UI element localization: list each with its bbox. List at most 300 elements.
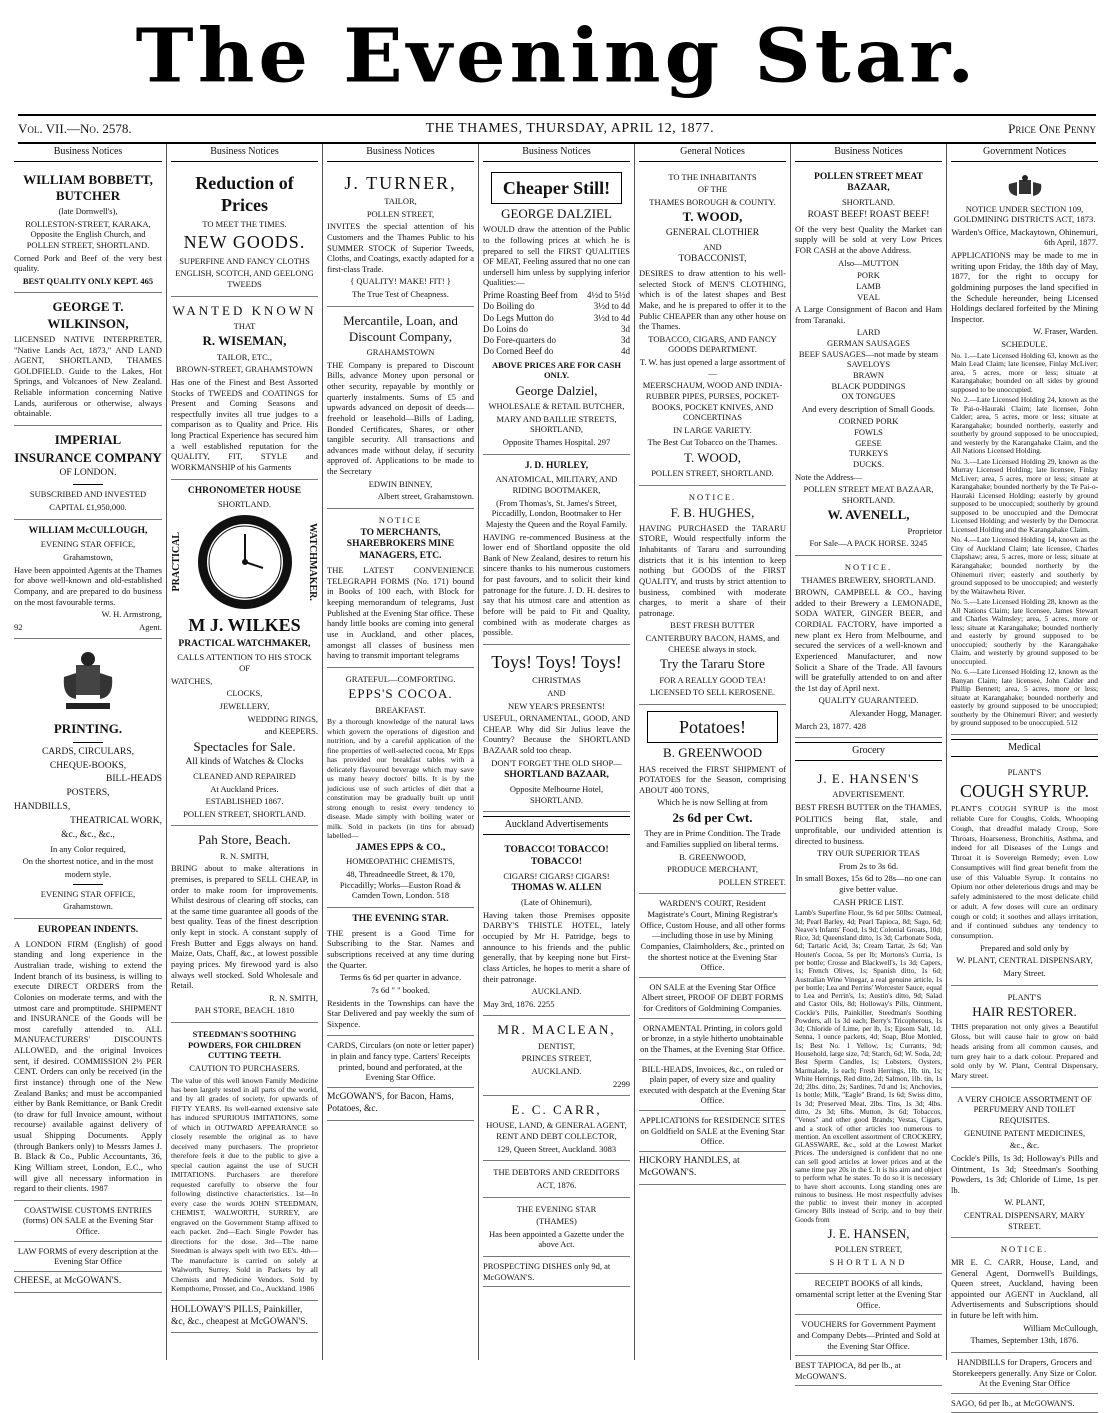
ad-steedman	[171, 1023, 318, 1301]
ad-line: They are in Prime Condition. The Trade and Families supplied on liberal terms.	[644, 828, 781, 849]
ad-line: HANDBILLS,	[14, 802, 71, 813]
section-heading: Grocery	[795, 742, 942, 761]
ad-line: AND	[703, 241, 722, 252]
ad-line: QUALITY GUARANTEED.	[818, 695, 919, 706]
ad-hughes	[639, 486, 786, 705]
price-row	[483, 335, 630, 346]
ad-line: IN LARGE VARIETY.	[673, 424, 752, 435]
ad-line: HOUSE, LAND, & GENERAL AGENT, RENT AND DEBT COLLECTOR,	[486, 1120, 627, 1141]
schedule-item: No. 5.—Late Licensed Holding 28, known as the All Nations Claim; late licensee, James Stewart and Charles Walmsley; area, 5 acres, more or less; situate at Karangahake; bounded northerly and easterly by ground supposed to be unoccupied; southerly by the Karangahake Claim, and westerly by ground supposed to be unoccupied.	[951, 597, 1098, 666]
ad-line: JEWELLERY,	[219, 700, 270, 711]
ad-address: 129, Queen Street, Auckland. 3083	[496, 1143, 617, 1154]
ad-line: NOTICE	[378, 514, 423, 525]
ad-headline: Spectacles for Sale.	[193, 738, 296, 754]
ad-line: And every description of Small Goods.	[801, 403, 936, 414]
ad-line: SHORTLAND.	[841, 197, 896, 208]
ad-title: CHRONOMETER HOUSE	[187, 485, 302, 496]
ad-body: A LONDON FIRM (English) of good standing and long experience in the Australian trade, wishing to extend the Indent branch of its business, is willing to execute DIRECT ORDERS from the Colonies on moderate terms, and with the utmost care and promptitude. SHIPMENT and INSURANCE of the Goods will be most carefully attended to. ALL MANUFACTURERS' DISCOUNTS ALLOWED, and the original Invoices sent, if desired. COMMISSION 2½ PER CENT. Orders can only be received (in the first instance) through one of the New Zealand Banks; and must be accompanied either by Bank Remittance, or Bank Credit (to draw for full Invoice amount, without recourse) available against delivery of usual Shipping Documents. Apply (through Bankers only) to Messrs James J. B. Black & Co., Public Accountants, 36, King William street, London, E.C., who will give all necessary information in regard to their clients. 1987	[14, 938, 162, 1194]
ad-number: 2299	[613, 1078, 630, 1089]
ad-pah-store	[171, 826, 318, 1023]
ad-title: Cheaper Still!	[502, 177, 611, 198]
ad-body: LICENSED NATIVE INTERPRETER, "Native Lands Act, 1873," AND LAND AGENT, SHORTLAND, THAMES GOLDFIELD. Guide to the Lakes, Hot Springs, and Volcanoes of New Zealand. Reliable information concerning Native Lands, auriferous or otherwise, always obtainable.	[14, 333, 162, 419]
ad-line: OF THE	[697, 184, 728, 195]
ad-body: Having taken those Premises opposite DARBY'S THISTLE HOTEL, lately occupied by Mr H. Patridge, begs to announce to his friends and the public generally, that by keeping none but First-class Articles, he hopes to merit a share of their patronage.	[483, 909, 630, 984]
ad-body: WOULD draw the attention of the Public to the following prices at which he is prepared to sell the FIRST QUALITIES OF MEAT, Feeling assured that no one can undersell him unless by supplying inferior Qualities:—	[483, 224, 630, 288]
ad-reduction	[171, 166, 318, 297]
ad-body: INVITES the special attention of his Customers and the Thames Public to his SUMMER STOCK of Superior Tweeds, Cloths, and Coatings, exactly adapted for a first-class Trade.	[327, 221, 474, 274]
ad-address: PRINCES STREET,	[521, 1053, 592, 1064]
ad-onsale: ON SALE at the Evening Star Office Albert street, PROOF OF DEBT FORMS for Creditors of Goldmining Companies.	[639, 978, 786, 1019]
ad-bobbett	[14, 166, 162, 294]
column-heading: Business Notices	[327, 144, 474, 162]
list-item: SAVELOYS	[846, 359, 891, 370]
ad-date: May 3rd, 1876. 2255	[483, 998, 555, 1009]
list-item: OX TONGUES	[841, 391, 896, 402]
price-row	[483, 346, 630, 357]
ad-title: PRINTING.	[53, 721, 123, 737]
ad-tag: BEST QUALITY ONLY KEPT. 465	[22, 275, 154, 286]
price-list	[483, 290, 630, 358]
list-item: DUCKS.	[853, 458, 884, 469]
ad-tapioca: BEST TAPIOCA, 8d per lb., at McGOWAN'S.	[795, 1356, 942, 1386]
ad-line: INSURANCE COMPANY	[14, 450, 162, 466]
ad-line: AUCKLAND.	[531, 986, 582, 997]
price-value: 3d	[621, 335, 630, 345]
ad-title: HAIR RESTORER.	[972, 1004, 1077, 1020]
section-heading: Medical	[951, 739, 1098, 758]
ad-line: Also—MUTTON	[838, 257, 899, 268]
ad-body: THE Company is prepared to Discount Bills, advance Money upon personal or other security, repayable by monthly or quarterly instalments. Sums of £5 and upwards advanced on deposit of deeds—freehold or leasehold—Bills of Lading, Bonded Certificates, Shares, or other tangible security. All transactions and advances made without delay, if security approved of. Applications to be made to the Secretary	[327, 359, 474, 476]
ad-word: FIT!	[429, 276, 445, 287]
ad-line: TAILOR,	[384, 196, 417, 206]
ad-body: BROWN, CAMPBELL & CO., having added to their Brewery a LEMONADE, SODA WATER, GINGER BEER, and CORDIAL FACTORY, have imported a new plant ex Hero from Melbourne, and secured the services of a well-known and Experienced Manufacturer, and now Solicit a Share of the Trade. All favours will be gratefully attended to on and after the 1st day of April next.	[795, 587, 942, 693]
ad-brewery	[795, 556, 942, 738]
list-item: BEEF SAUSAGES—not made by steam	[798, 348, 939, 359]
ad-signature: B. GREENWOOD,	[679, 851, 746, 862]
schedule-list	[951, 352, 1098, 728]
ad-signature: J. E. HANSEN,	[827, 1225, 910, 1241]
ad-printing	[14, 639, 162, 919]
ad-line: Opposite Melbourne Hotel, SHORTLAND.	[509, 784, 604, 805]
ad-line: CALLS ATTENTION TO HIS STOCK OF	[177, 652, 312, 673]
ad-body: BRING about to make alterations in premises, is prepared to SELL CHEAP, in order to make room for improvements. Whilst desirous of clearing off stocks, can at the same time guarantee all goods of the best quality. Teas of the finest description only kept in stock. A constant supply of Fresh Butter and Eggs always on hand. Maize, Oats, Chaff, &c., at lowest possible paying prices. My firewood yard is also always well stocked. Sold Wholesale and Retail.	[171, 863, 318, 991]
ad-carr-notice	[951, 1238, 1098, 1353]
column-6	[790, 144, 946, 1381]
list-item: BRAWN	[853, 369, 884, 380]
ad-line: Prepared and sold only by	[980, 942, 1069, 953]
ad-line: and KEEPERS.	[264, 726, 318, 737]
issue-date: THE THAMES, THURSDAY, APRIL 12, 1877.	[425, 121, 715, 136]
ad-line: TOBACCONIST,	[678, 254, 747, 265]
ad-line: &c., &c.	[1009, 1140, 1040, 1151]
coat-of-arms-icon	[58, 647, 118, 717]
ad-allen	[483, 839, 630, 1017]
ad-title: EUROPEAN INDENTS.	[37, 924, 139, 935]
ad-toys	[483, 645, 630, 813]
ad-line: THEATRICAL WORK,	[70, 816, 162, 826]
item-list	[795, 416, 942, 469]
ad-line: SUPERFINE AND FANCY CLOTHS	[179, 255, 310, 266]
column-5	[634, 144, 790, 1360]
ad-line: CLEANED AND REPAIRED	[193, 770, 296, 781]
ad-line: On the shortest notice, and in the most	[22, 856, 154, 867]
ad-headline-box	[647, 711, 778, 744]
ad-body: Have been appointed Agents at the Thames for above well-known and old-established Company, and are prepared to do business on the most favourable terms.	[14, 564, 162, 607]
ad-line: modern style.	[64, 869, 112, 879]
ad-turner	[327, 166, 474, 307]
price-item: Do Boiling do	[483, 301, 535, 312]
ad-receipt: RECEIPT BOOKS of all kinds, ornamental script letter at the Evening Star Office.	[795, 1274, 942, 1315]
ad-title: MR. MACLEAN,	[497, 1022, 616, 1038]
ad-title: THE EVENING STAR.	[352, 913, 449, 924]
ad-line: Grahamstown.	[63, 901, 113, 912]
ad-date: Thames, September 13th, 1876.	[970, 1335, 1079, 1346]
ad-body: Of the very best Quality the Market can supply will be sold at very Low Prices FOR CASH at the above Address.	[795, 223, 942, 255]
ad-line: BREAKFAST.	[375, 704, 426, 715]
ad-line: CANTERBURY BACON, HAMS, and CHEESE always in stock.	[645, 633, 780, 654]
list-item: TURKEYS	[848, 448, 889, 459]
ad-title: F. B. HUGHES,	[670, 504, 755, 520]
price-item: Do Fore-quarters do	[483, 335, 556, 345]
ad-line: The Best Cut Tobacco on the Thames.	[647, 437, 778, 448]
ad-line: WEDDING RINGS,	[247, 713, 318, 724]
ad-title: Potatoes!	[679, 716, 746, 737]
list-item: PORK	[857, 270, 880, 281]
ad-body: Has one of the Finest and Best Assorted Stocks of TWEEDS and COATINGS for Present and Coming Seasons and respectfully invites all true judges to a comparison as to Quality and Price. His long Practical Experience has secured him a well established reputation for the QUALITY, FIT, STYLE and WORKMANSHIP of his Garments	[171, 376, 318, 472]
list-item: LARD	[856, 327, 881, 338]
schedule-item: No. 3.—Late Licensed Holding 29, known as the Murray Licensed Holding; late licensee, Finlay McLiver; area, 5 acres, more or less; situate at Karangahake; bounded northerly by the Te Pai-o-Hauraki Licensed Holding; easterly by ground supposed to be unoccupied; southerly by ground supposed to be unoccupied and the Democrat Licensed Holding; and westerly by the Democrat Licensed Holding and the Karangahake Claim.	[951, 456, 1098, 534]
ad-line: AND	[547, 687, 566, 698]
ad-maclean	[483, 1016, 630, 1096]
ad-ornamental: ORNAMENTAL Printing, in colors gold or bronze, in a style hitherto unobtainable on the Thames, at the Evening Star Office.	[639, 1019, 786, 1060]
ad-telegraph	[327, 509, 474, 668]
ad-line: THE DEBTORS AND CREDITORS	[493, 1167, 620, 1178]
ad-mercantile	[327, 307, 474, 509]
ad-signature: W. AVENELL,	[827, 507, 910, 523]
ad-warden: WARDEN'S COURT, Resident Magistrate's Court, Mining Registrar's Office, Custom House, and all other forms—including those in use by Mining Companies, Claimholders, &c., printed on the shortest notice at the Evening Star Office.	[639, 894, 786, 977]
price-item: Do Corned Beef do	[483, 346, 554, 357]
ad-line: NEW YEAR'S PRESENTS!	[508, 700, 605, 711]
ad-line: GENUINE PATENT MEDICINES,	[963, 1127, 1086, 1138]
column-7	[946, 144, 1102, 1408]
ad-body: THE present is a Good Time for Subscribing to the Star. Names and subscriptions received at any time during the Quarter.	[327, 927, 474, 970]
ad-headline: ROAST BEEF! ROAST BEEF!	[807, 209, 930, 220]
ad-line: ESTABLISHED 1867.	[205, 796, 284, 807]
ad-title: E. C. CARR,	[511, 1102, 602, 1118]
ad-body: The value of this well known Family Medicine has been largely tested in all parts of the world, and by all grades of society, for upwards of FIFTY YEARS. Its well-earned extensive sale has induced SPURIOUS IMITATIONS, some of which in OUTWARD APPEARANCE so closely resemble the original as to have deceived many purchasers. The proprietor therefore feels it due to the public to give a special caution against the use of SUCH IMITATIONS. Purchasers are therefore requested carefully to observe the four following distinctive characteristics. 1st—In every case the words JOHN STEEDMAN, CHEMIST, WALWORTH, SURREY, are engraved on the Government Stamp affixed to each packet. 2nd—Each Single Powder has directions for the dose. 3rd—The name Steedman is always spelt with two EE's. 4th—The manufacture is carried on solely at Walworth, Surrey. Sold in Packets by all Chemists and Medicine Vendors. Sold by Kempthorne, Prosser, and Co., Auckland. 1986	[171, 1075, 318, 1294]
ad-line: In any Color required,	[50, 843, 126, 854]
dateline	[18, 114, 1096, 144]
ad-line: TO THE INHABITANTS	[668, 171, 757, 182]
ad-signature: W. Fraser, Warden.	[1033, 326, 1098, 337]
list-item: GEESE	[855, 437, 882, 448]
ad-handbills: HANDBILLS for Drapers, Grocers and Storekeepers generally. Any Size or Color. At the Evening Star Office	[951, 1353, 1098, 1394]
ad-line: NOTICE.	[844, 561, 893, 572]
ad-body: By a thorough knowledge of the natural laws which govern the operations of digestion and nutrition, and by a careful application of the fine properties of well-selected cocoa, Mr Epps has provided our breakfast tables with a delicately flavoured beverage which may save us many heavy doctors' bills. It is by the judicious use of such articles of diet that a constitution may be gradually built up until strong enough to resist every tendency to disease. Made simply with boiling water or milk. Sold in packets (in tins for abroad) labelled—	[327, 717, 474, 841]
ad-title: TO MERCHANTS, SHAREBROKERS MINE MANAGERS, ETC.	[346, 527, 455, 562]
ad-cheese: CHEESE, at McGOWAN'S.	[14, 1272, 162, 1293]
ad-vertical-label: WATCHMAKER.	[307, 523, 318, 601]
ad-line: IMPERIAL	[54, 431, 122, 447]
ad-line: BEST FRESH BUTTER on the THAMES,	[795, 801, 942, 812]
ad-title: J. E. HANSEN'S	[817, 770, 920, 786]
ad-line: SHORTLAND.	[217, 499, 272, 510]
ad-line: SCHEDULE.	[1001, 339, 1048, 349]
ad-line: Warden's Office, Mackaytown, Ohinemuri, 6th April, 1877.	[951, 226, 1098, 248]
ad-coastwise: COASTWISE CUSTOMS ENTRIES (forms) ON SALE at the Evening Star Office.	[14, 1201, 162, 1242]
ad-signature: Alexander Hogg, Manager.	[849, 708, 942, 718]
ad-line: At Auckland Prices.	[210, 783, 279, 794]
ad-line: In small Boxes, 15s 6d to 28s—no one can give better value.	[795, 873, 942, 894]
list-item: VEAL	[857, 291, 880, 302]
ad-title: THAMES BREWERY, SHORTLAND.	[801, 574, 936, 585]
price-value: 4d	[621, 346, 630, 357]
ad-address: 48, Threadneedle Street, & 170, Piccadilly; Works—Euston Road & Camden Town, London. 518	[339, 869, 462, 901]
ad-headline: 2s 6d per Cwt.	[672, 810, 753, 825]
ad-line: POLLEN STREET, SHORTLAND.	[183, 808, 306, 819]
ad-line: BEST FRESH BUTTER	[670, 620, 755, 631]
ad-footer	[14, 622, 162, 633]
ad-line: Opposite Thames Hospital. 297	[502, 436, 611, 447]
ad-vouchers: VOUCHERS for Government Payment and Company Debts—Printed and Sold at the Evening Star Office.	[795, 1315, 942, 1356]
ad-lawforms: LAW FORMS of every description at the Evening Star Office	[14, 1242, 162, 1272]
ad-line: Terms 6s 6d per quarter in advance.	[339, 972, 462, 983]
ad-line: LICENSED TO SELL KEROSENE.	[650, 687, 775, 698]
column-2	[166, 144, 322, 1360]
list-item: LAMB	[856, 280, 881, 291]
ad-line: Note the Address—	[795, 471, 863, 482]
ad-cards: CARDS, Circulars (on note or letter paper) in plain and fancy type. Carters' Receipts printed, bound and perforated, at the Evening Star Office.	[327, 1036, 474, 1088]
ad-title: COUGH SYRUP.	[959, 780, 1090, 801]
ad-line: EVENING STAR OFFICE,	[40, 888, 136, 899]
ad-line: FOR A REALLY GOOD TEA!	[659, 674, 766, 685]
ad-signature: William McCullough,	[1023, 1322, 1098, 1333]
ad-headline: NEW GOODS.	[183, 232, 306, 253]
column-heading: Government Notices	[951, 144, 1098, 162]
ad-line: GENERAL CLOTHIER	[665, 227, 760, 238]
ad-title: POLLEN STREET MEAT BAZAAR,	[814, 171, 923, 194]
ad-imperial	[14, 426, 162, 520]
item-list	[795, 270, 942, 302]
ad-body: HAVING re-commenced Business at the lower end of Shortland opposite the old Bank of New Zealand, desires to return his sincere thanks to his numerous customers for past favours, and to solicit their kind patronage for the future. J. D. H. desires to say that his utmost care and attention as before will be paid to Fit and Quality, combined with as moderate charges as possible.	[483, 531, 630, 638]
ad-signature: W. H. Armstrong,	[101, 609, 162, 620]
ad-line: &c., &c., &c.,	[61, 829, 115, 840]
ad-line: THE EVENING STAR	[516, 1203, 597, 1214]
ad-line: OF LONDON.	[59, 468, 117, 479]
ad-sub: TO MEET THE TIMES.	[202, 218, 287, 229]
ad-body: MR E. C. CARR, House, Land, and General Agent, Dornwell's Buildings, Queen street, Auckland, having been appointed our AGENT in Auckland, all Advertisements and Subscriptions should in future be left with him.	[951, 1256, 1098, 1321]
ad-line: THAMES BOROUGH & COUNTY.	[649, 196, 776, 207]
ad-prospecting: PROSPECTING DISHES only 9d, at McGOWAN'S.	[483, 1257, 630, 1287]
ad-line: THOMAS W. ALLEN	[511, 883, 602, 894]
ad-body: Corned Pork and Beef of the very best quality.	[14, 252, 162, 274]
ad-line: ENGLISH, SCOTCH, AND GEELONG TWEEDS	[175, 268, 314, 289]
ad-line: DENTIST,	[538, 1040, 575, 1051]
ad-title: T. WOOD,	[682, 209, 743, 225]
list-item: BLACK PUDDINGS	[831, 380, 906, 391]
ad-title: NOTICE UNDER SECTION 109, GOLDMINING DISTRICTS ACT, 1873.	[953, 203, 1096, 225]
ad-line: AUCKLAND.	[531, 1065, 582, 1076]
column-heading: Business Notices	[483, 144, 630, 162]
ad-evening-star	[327, 908, 474, 1037]
ad-line: From 2s to 3s 6d.	[838, 860, 899, 871]
ad-headline-box	[491, 172, 622, 205]
price-value: 3½d to 4d	[593, 312, 630, 323]
ad-line: WHOLESALE & RETAIL BUTCHER,	[488, 401, 625, 411]
ad-body: HAS received the FIRST SHIPMENT of POTATOES for the Season, comprising ABOUT 400 TONS,	[639, 763, 786, 795]
ad-title: STEEDMAN'S SOOTHING POWDERS, FOR CHILDREN CUTTING TEETH.	[187, 1029, 302, 1061]
ad-signature: George Dalziel,	[515, 382, 598, 398]
schedule-item: No. 2.—Late Licensed Holding 24, known as the Te Pai-o-Hauraki Claim; late licensee, John Calder; area, 5 acres, more or less; situate at Karangahake; bounded northerly, easterly and southerly by ground supposed to be unoccupied, and westerly by the Karangahake Claim, and the All Nations Licensed Holding.	[951, 395, 1098, 456]
ad-line: B. GREENWOOD	[663, 745, 762, 761]
ad-epps	[327, 668, 474, 908]
column-heading: General Notices	[639, 144, 786, 162]
clock-block	[171, 512, 318, 612]
ad-body: Cockle's Pills, 1s 3d; Holloway's Pills and Ointment, 1s 3d; Steedman's Soothing Powders, 1s 3d; Chloride of Lime, 1s per lb.	[951, 1152, 1098, 1195]
ad-word: QUALITY!	[356, 276, 397, 287]
ad-line: W. PLANT, CENTRAL DISPENSARY,	[956, 955, 1093, 966]
ad-address: POLLEN STREET,	[366, 208, 435, 219]
ad-line: CAUTION TO PURCHASERS.	[189, 1062, 300, 1073]
ad-line: HOMŒOPATHIC CHEMISTS,	[346, 856, 455, 867]
price-item: Do Legs Mutton do	[483, 312, 554, 323]
masthead	[0, 0, 1114, 112]
ad-address: PAH STORE, BEACH. 1810	[194, 1005, 295, 1016]
ad-role: Agent.	[139, 621, 162, 632]
schedule-item: No. 6.—Late Licensed Holding 12, known as the Banyan Claim; late licensee, John Calder and Phillip Bennett; area, 5 acres, more or less; situate at Karangahake; bounded northerly and easterly by ground supposed to be unoccupied; southerly by the Ohinemuri River; and westerly by ground supposed to be unoccupied. 512	[951, 667, 1098, 728]
price-item: Do Loins do	[483, 323, 528, 334]
ad-title: Toys! Toys! Toys!	[491, 651, 622, 672]
ad-line: BILL-HEADS	[106, 774, 162, 785]
ad-vertical-label: PRACTICAL	[171, 532, 182, 592]
ad-line: CLOCKS,	[226, 688, 263, 699]
ad-line: Grahamstown,	[63, 552, 113, 562]
ad-title: Mercantile, Loan, and Discount Company,	[343, 312, 458, 344]
ad-sub: (late Dornwell's),	[58, 206, 118, 216]
ad-wiseman	[171, 297, 318, 480]
ad-address: CENTRAL DISPENSARY, MARY STREET.	[963, 1210, 1086, 1231]
list-item: GERMAN SAUSAGES	[827, 338, 910, 348]
ad-line: THAT	[233, 320, 256, 331]
ad-line: ANATOMICAL, MILITARY, AND RIDING BOOTMAKER,	[495, 474, 618, 495]
ad-signature: W. PLANT,	[1004, 1197, 1045, 1208]
ad-line: CHEQUE-BOOKS,	[49, 760, 127, 771]
column-4	[478, 144, 634, 1360]
ad-line: PRACTICAL WATCHMAKER,	[178, 638, 311, 649]
ad-line: GRATEFUL—COMFORTING.	[345, 673, 456, 684]
ad-body: APPLICATIONS may be made to me in writing upon Friday, the 18th day of May, 1877, for the right to occupy for goldmining purposes the land specified in the Schedule hereunder, being Licensed Holdings declared forfeited by the Mining Inspector.	[951, 250, 1098, 324]
price-value: 3½d to 4d	[593, 301, 630, 312]
ad-title: J. TURNER,	[344, 172, 457, 193]
column-1	[10, 144, 166, 1360]
price-value: 4½d to 5½d	[586, 290, 630, 300]
ad-line: T. W. has just opened a large assortment of—	[639, 357, 786, 378]
ad-line: NOTICE.	[688, 491, 737, 502]
ad-number: 92	[14, 621, 23, 632]
ad-potatoes	[639, 705, 786, 895]
column-3	[322, 144, 478, 1360]
ad-line: WATCHES,	[171, 675, 213, 686]
ad-line: TAILOR, ETC.,	[216, 351, 273, 362]
clock-icon	[195, 512, 295, 612]
masthead-title: The Evening Star.	[135, 12, 979, 100]
ad-body: DESIRES to draw attention to his well-selected Stock of MEN'S CLOTHING, which is of the latest shapes and Best Make, and he is prepared to offer it to the Public CHEAPER than any other house on the Thames.	[639, 268, 786, 332]
ad-word: MAKE!	[399, 276, 427, 287]
ad-title: J. D. HURLEY,	[524, 460, 589, 471]
ad-line: Has been appointed a Gazette under the above Act.	[489, 1228, 624, 1250]
ad-chronometer	[171, 480, 318, 827]
ad-address: POLLEN STREET,	[834, 1244, 903, 1255]
ad-line: CIGARS! CIGARS! CIGARS!	[503, 870, 610, 881]
ad-address: MARY AND BAILLIE STREETS, SHORTLAND,	[496, 413, 617, 435]
ad-line: GEORGE DALZIEL	[501, 206, 612, 221]
ad-line: TOBACCO, CIGARS, AND FANCY GOODS DEPARTMENT.	[648, 333, 777, 355]
ad-line: SHORTLAND BAZAAR,	[504, 770, 609, 781]
ad-headline: WANTED KNOWN	[172, 302, 317, 318]
ad-mccullough	[14, 520, 162, 640]
ad-title: TOBACCO! TOBACCO! TOBACCO!	[504, 844, 609, 867]
ad-plant-cough	[951, 761, 1098, 985]
column-heading: Business Notices	[171, 144, 318, 162]
section-heading: Auckland Advertisements	[483, 816, 630, 835]
ad-signature: R. N. SMITH,	[269, 992, 318, 1003]
price-row	[483, 290, 630, 301]
ad-gazette	[483, 1198, 630, 1258]
ad-title: WILLIAM McCULLOUGH,	[28, 525, 148, 536]
ad-line: DON'T FORGET THE OLD SHOP—	[491, 757, 622, 768]
price-item: Prime Roasting Beef from	[483, 290, 578, 300]
royal-crest-icon	[1005, 174, 1045, 200]
schedule-item: No. 1.—Late Licensed Holding 63, known as the Main Lead Claim; late licensee, Finlay McLiver; area, 5 acres, more or less; situate at Karangahake; bounded on all sides by ground supposed to be unoccupied.	[951, 350, 1098, 394]
ad-line: PLANT'S	[1007, 767, 1042, 778]
ad-meat-bazaar	[795, 166, 942, 556]
ad-title: Pah Store, Beach.	[198, 832, 291, 848]
ad-sago: SAGO, 6d per lb., at McGOWAN'S.	[951, 1394, 1098, 1413]
ad-wilkinson	[14, 293, 162, 426]
ad-carr	[483, 1096, 630, 1161]
ad-holloway: HOLLOWAY'S PILLS, Painkiller, &c, &c., cheapest at McGOWAN'S.	[171, 1301, 318, 1334]
ad-line: (THAMES)	[536, 1216, 577, 1227]
columns	[10, 144, 1104, 1408]
ad-title: M J. WILKES	[188, 615, 301, 635]
ad-headline: Try the Tararu Store	[660, 656, 765, 672]
ad-line: PRODUCE MERCHANT,	[667, 864, 758, 875]
column-heading: Business Notices	[795, 144, 942, 162]
ad-indents	[14, 919, 162, 1201]
ad-body: THE LATEST CONVENIENCE TELEGRAPH FORMS (No. 171) bound in Books of 100 each, with Block for keeping memorandum of telegrams, Just Published at the Evening Star office. These handy little books are coming into general use in Auckland, and other places, amongst all classes of business men having to transmit important telegrams	[327, 565, 474, 661]
ad-line: 7s 6d " " booked.	[371, 984, 430, 995]
column-heading: Business Notices	[14, 144, 162, 162]
ad-line: ACT, 1876.	[536, 1179, 577, 1190]
ad-title: EPPS'S COCOA.	[348, 686, 453, 702]
ad-sub: (From Thomas's, St. James's Street, Piccadilly, London, Bootmaker to Her Majesty the Queen and the Royal Family.	[485, 497, 628, 529]
ad-hurley	[483, 455, 630, 645]
ad-address: POLLEN STREET MEAT BAZAAR, SHORTLAND.	[803, 484, 934, 505]
ad-address: BROWN-STREET, GRAHAMSTOWN	[175, 364, 314, 375]
ad-title: WILLIAM BOBBETT, BUTCHER	[23, 171, 153, 203]
list-item: FOWLS	[854, 427, 883, 437]
ad-wood	[639, 166, 786, 486]
ad-address: POLLEN STREET.	[718, 876, 786, 887]
ad-line: ADVERTISEMENT.	[832, 789, 905, 799]
price-value: 3d	[621, 323, 630, 334]
price-row	[483, 313, 630, 324]
list-item: CORNED PORK	[838, 416, 899, 427]
ad-line: MEERSCHAUM, WOOD AND INDIA-RUBBER PIPES, PURSES, POCKET-BOOKS, POCKET KNIVES, AND CONCERTINAS	[642, 380, 783, 423]
ad-line: CAPITAL £1,950,000.	[49, 501, 127, 512]
ad-line: TRY OUR SUPERIOR TEAS	[817, 848, 920, 859]
ad-body: HAVING PURCHASED the TARARU STORE, Would respectfully inform the Inhabitants of Tararu and surrounding districts that it is his intention to keep nothing but GOODS of the FIRST QUALITY, and trusts by strict attention to business, combined with moderate charges, to merit a share of their patronage.	[639, 522, 786, 618]
